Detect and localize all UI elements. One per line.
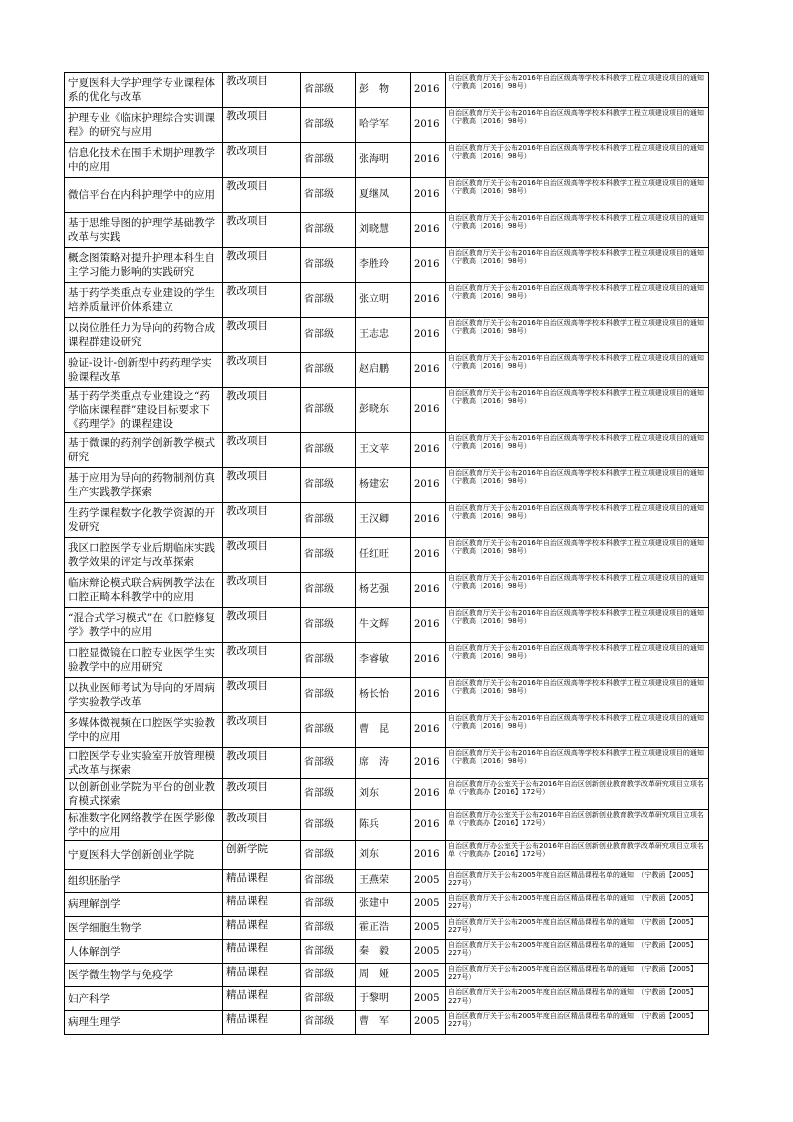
approval-document-cell: 自治区教育厅关于公布2016年自治区级高等学校本科教学工程立项建设项目的通知 （宁教高〔2016〕98号） — [446, 678, 709, 713]
project-type-cell: 教改项目 — [223, 108, 301, 143]
project-type-cell: 精品课程 — [223, 987, 301, 1011]
project-level-cell: 省部级 — [301, 283, 356, 318]
project-type-cell: 教改项目 — [223, 433, 301, 468]
project-leader-cell: 李睿敏 — [356, 643, 411, 678]
project-name-cell: 宁夏医科大学创新创业学院 — [65, 841, 223, 870]
table-row — [65, 573, 709, 608]
project-table — [64, 72, 709, 1035]
table-row — [65, 433, 709, 468]
project-level-cell: 省部级 — [301, 987, 356, 1011]
project-level-cell: 省部级 — [301, 916, 356, 940]
approval-document-cell: 自治区教育厅关于公布2005年度自治区精品课程名单的通知 （宁教函【2005】227号） — [446, 869, 709, 893]
project-level-cell: 省部级 — [301, 538, 356, 573]
project-year-cell: 2016 — [411, 748, 446, 779]
project-name-cell: 组织胚胎学 — [65, 869, 223, 893]
approval-document-cell: 自治区教育厅关于公布2016年自治区级高等学校本科教学工程立项建设项目的通知 （宁教高〔2016〕98号） — [446, 318, 709, 353]
approval-document-cell: 自治区教育厅关于公布2016年自治区级高等学校本科教学工程立项建设项目的通知 （宁教高〔2016〕98号） — [446, 353, 709, 388]
project-name-cell: 病理生理学 — [65, 1011, 223, 1035]
approval-document-cell: 自治区教育厅关于公布2016年自治区级高等学校本科教学工程立项建设项目的通知 （宁教高〔2016〕98号） — [446, 748, 709, 779]
project-name-cell: 标准数字化网络教学在医学影像学中的应用 — [65, 810, 223, 841]
project-name-cell: 信息化技术在围手术期护理教学中的应用 — [65, 143, 223, 178]
project-name-cell: 概念图策略对提升护理本科生自主学习能力影响的实践研究 — [65, 248, 223, 283]
approval-document-cell: 自治区教育厅关于公布2016年自治区级高等学校本科教学工程立项建设项目的通知 （宁教高〔2016〕98号） — [446, 503, 709, 538]
project-year-cell: 2016 — [411, 810, 446, 841]
table-row — [65, 468, 709, 503]
project-leader-cell: 李胜玲 — [356, 248, 411, 283]
approval-document-cell: 自治区教育厅关于公布2005年度自治区精品课程名单的通知 （宁教函【2005】227号） — [446, 987, 709, 1011]
project-type-cell: 精品课程 — [223, 869, 301, 893]
project-year-cell: 2016 — [411, 468, 446, 503]
project-year-cell: 2016 — [411, 841, 446, 870]
project-name-cell: 病理解剖学 — [65, 893, 223, 917]
project-name-cell: 以岗位胜任力为导向的药物合成课程群建设研究 — [65, 318, 223, 353]
table-row — [65, 178, 709, 213]
project-level-cell: 省部级 — [301, 73, 356, 108]
project-level-cell: 省部级 — [301, 353, 356, 388]
project-leader-cell: 彭晓东 — [356, 388, 411, 433]
project-type-cell: 教改项目 — [223, 143, 301, 178]
table-row — [65, 841, 709, 870]
project-name-cell: 基于应用为导向的药物制剂仿真生产实践教学探索 — [65, 468, 223, 503]
project-type-cell: 教改项目 — [223, 573, 301, 608]
project-level-cell: 省部级 — [301, 433, 356, 468]
project-year-cell: 2016 — [411, 608, 446, 643]
project-type-cell: 教改项目 — [223, 713, 301, 748]
project-type-cell: 精品课程 — [223, 940, 301, 964]
project-name-cell: 宁夏医科大学护理学专业课程体系的优化与改革 — [65, 73, 223, 108]
project-type-cell: 教改项目 — [223, 388, 301, 433]
project-type-cell: 教改项目 — [223, 538, 301, 573]
approval-document-cell: 自治区教育厅办公室关于公布2016年自治区创新创业教育教学改革研究项目立项名单（宁教高办【2016】172号） — [446, 779, 709, 810]
project-leader-cell: 张海明 — [356, 143, 411, 178]
project-leader-cell: 曹 军 — [356, 1011, 411, 1035]
project-year-cell: 2005 — [411, 987, 446, 1011]
approval-document-cell: 自治区教育厅关于公布2016年自治区级高等学校本科教学工程立项建设项目的通知 （宁教高〔2016〕98号） — [446, 388, 709, 433]
project-name-cell: 以执业医师考试为导向的牙周病学实验教学改革 — [65, 678, 223, 713]
project-year-cell: 2016 — [411, 318, 446, 353]
project-year-cell: 2005 — [411, 963, 446, 987]
project-level-cell: 省部级 — [301, 143, 356, 178]
project-level-cell: 省部级 — [301, 841, 356, 870]
project-leader-cell: 席 涛 — [356, 748, 411, 779]
project-type-cell: 创新学院 — [223, 841, 301, 870]
project-year-cell: 2016 — [411, 678, 446, 713]
project-year-cell: 2016 — [411, 108, 446, 143]
project-year-cell: 2005 — [411, 916, 446, 940]
table-row — [65, 869, 709, 893]
project-type-cell: 教改项目 — [223, 353, 301, 388]
project-leader-cell: 刘晓慧 — [356, 213, 411, 248]
project-year-cell: 2016 — [411, 213, 446, 248]
approval-document-cell: 自治区教育厅关于公布2016年自治区级高等学校本科教学工程立项建设项目的通知 （宁教高〔2016〕98号） — [446, 213, 709, 248]
project-leader-cell: 秦 毅 — [356, 940, 411, 964]
project-name-cell: 以创新创业学院为平台的创业教育模式探索 — [65, 779, 223, 810]
project-leader-cell: 周 娅 — [356, 963, 411, 987]
project-year-cell: 2016 — [411, 503, 446, 538]
table-row — [65, 643, 709, 678]
table-row — [65, 748, 709, 779]
project-leader-cell: 于黎明 — [356, 987, 411, 1011]
project-name-cell: 护理专业《临床护理综合实训课程》的研究与应用 — [65, 108, 223, 143]
project-name-cell: 基于药学类重点专业建设的学生培养质量评价体系建立 — [65, 283, 223, 318]
project-type-cell: 教改项目 — [223, 608, 301, 643]
table-row — [65, 143, 709, 178]
project-level-cell: 省部级 — [301, 963, 356, 987]
table-row — [65, 893, 709, 917]
project-year-cell: 2016 — [411, 143, 446, 178]
project-name-cell: 妇产科学 — [65, 987, 223, 1011]
approval-document-cell: 自治区教育厅关于公布2016年自治区级高等学校本科教学工程立项建设项目的通知 （宁教高〔2016〕98号） — [446, 573, 709, 608]
project-year-cell: 2016 — [411, 283, 446, 318]
project-year-cell: 2016 — [411, 643, 446, 678]
project-level-cell: 省部级 — [301, 318, 356, 353]
project-leader-cell: 赵启鹏 — [356, 353, 411, 388]
approval-document-cell: 自治区教育厅关于公布2016年自治区级高等学校本科教学工程立项建设项目的通知 （宁教高〔2016〕98号） — [446, 283, 709, 318]
project-year-cell: 2016 — [411, 713, 446, 748]
table-row — [65, 987, 709, 1011]
project-name-cell: “混合式学习模式”在《口腔修复学》教学中的应用 — [65, 608, 223, 643]
project-leader-cell: 张立明 — [356, 283, 411, 318]
project-level-cell: 省部级 — [301, 748, 356, 779]
project-leader-cell: 杨长怡 — [356, 678, 411, 713]
project-level-cell: 省部级 — [301, 573, 356, 608]
project-level-cell: 省部级 — [301, 608, 356, 643]
project-year-cell: 2005 — [411, 869, 446, 893]
project-year-cell: 2005 — [411, 893, 446, 917]
project-year-cell: 2016 — [411, 779, 446, 810]
project-year-cell: 2016 — [411, 433, 446, 468]
project-type-cell: 精品课程 — [223, 916, 301, 940]
project-name-cell: 生药学课程数字化教学资源的开发研究 — [65, 503, 223, 538]
approval-document-cell: 自治区教育厅关于公布2016年自治区级高等学校本科教学工程立项建设项目的通知 （宁教高〔2016〕98号） — [446, 143, 709, 178]
project-leader-cell: 霍正浩 — [356, 916, 411, 940]
table-row — [65, 108, 709, 143]
table-row — [65, 940, 709, 964]
project-leader-cell: 张建中 — [356, 893, 411, 917]
project-level-cell: 省部级 — [301, 893, 356, 917]
table-row — [65, 388, 709, 433]
project-leader-cell: 王燕荣 — [356, 869, 411, 893]
project-name-cell: 临床辩论模式联合病例教学法在口腔正畸本科教学中的应用 — [65, 573, 223, 608]
approval-document-cell: 自治区教育厅关于公布2005年度自治区精品课程名单的通知 （宁教函【2005】227号） — [446, 916, 709, 940]
project-type-cell: 精品课程 — [223, 1011, 301, 1035]
project-year-cell: 2016 — [411, 73, 446, 108]
project-leader-cell: 王汉卿 — [356, 503, 411, 538]
approval-document-cell: 自治区教育厅关于公布2005年度自治区精品课程名单的通知 （宁教函【2005】227号） — [446, 940, 709, 964]
approval-document-cell: 自治区教育厅办公室关于公布2016年自治区创新创业教育教学改革研究项目立项名单（宁教高办【2016】172号） — [446, 810, 709, 841]
table-row — [65, 810, 709, 841]
project-type-cell: 教改项目 — [223, 678, 301, 713]
table-row — [65, 713, 709, 748]
project-leader-cell: 王文苹 — [356, 433, 411, 468]
project-name-cell: 微信平台在内科护理学中的应用 — [65, 178, 223, 213]
project-level-cell: 省部级 — [301, 213, 356, 248]
project-type-cell: 教改项目 — [223, 283, 301, 318]
project-level-cell: 省部级 — [301, 869, 356, 893]
table-body — [65, 73, 709, 1035]
project-name-cell: 医学细胞生物学 — [65, 916, 223, 940]
project-level-cell: 省部级 — [301, 108, 356, 143]
approval-document-cell: 自治区教育厅办公室关于公布2016年自治区创新创业教育教学改革研究项目立项名单（宁教高办【2016】172号） — [446, 841, 709, 870]
project-type-cell: 教改项目 — [223, 643, 301, 678]
project-leader-cell: 彭 物 — [356, 73, 411, 108]
project-name-cell: 基于药学类重点专业建设之“药学临床课程群”建设目标要求下《药理学》的课程建设 — [65, 388, 223, 433]
project-leader-cell: 杨建宏 — [356, 468, 411, 503]
project-year-cell: 2016 — [411, 353, 446, 388]
approval-document-cell: 自治区教育厅关于公布2016年自治区级高等学校本科教学工程立项建设项目的通知 （宁教高〔2016〕98号） — [446, 108, 709, 143]
project-leader-cell: 夏继凤 — [356, 178, 411, 213]
project-level-cell: 省部级 — [301, 468, 356, 503]
project-name-cell: 验证-设计-创新型中药药理学实验课程改革 — [65, 353, 223, 388]
project-year-cell: 2016 — [411, 388, 446, 433]
approval-document-cell: 自治区教育厅关于公布2005年度自治区精品课程名单的通知 （宁教函【2005】227号） — [446, 1011, 709, 1035]
project-type-cell: 教改项目 — [223, 213, 301, 248]
table-row — [65, 213, 709, 248]
project-type-cell: 教改项目 — [223, 73, 301, 108]
table-row — [65, 963, 709, 987]
project-level-cell: 省部级 — [301, 388, 356, 433]
project-type-cell: 教改项目 — [223, 178, 301, 213]
project-leader-cell: 哈学军 — [356, 108, 411, 143]
project-name-cell: 人体解剖学 — [65, 940, 223, 964]
project-level-cell: 省部级 — [301, 940, 356, 964]
project-level-cell: 省部级 — [301, 779, 356, 810]
project-name-cell: 基于微课的药剂学创新教学模式研究 — [65, 433, 223, 468]
approval-document-cell: 自治区教育厅关于公布2016年自治区级高等学校本科教学工程立项建设项目的通知 （宁教高〔2016〕98号） — [446, 468, 709, 503]
project-leader-cell: 刘东 — [356, 779, 411, 810]
table-row — [65, 538, 709, 573]
project-name-cell: 医学微生物学与免疫学 — [65, 963, 223, 987]
approval-document-cell: 自治区教育厅关于公布2016年自治区级高等学校本科教学工程立项建设项目的通知 （宁教高〔2016〕98号） — [446, 73, 709, 108]
project-name-cell: 口腔显微镜在口腔专业医学生实验教学中的应用研究 — [65, 643, 223, 678]
approval-document-cell: 自治区教育厅关于公布2016年自治区级高等学校本科教学工程立项建设项目的通知 （宁教高〔2016〕98号） — [446, 178, 709, 213]
table-row — [65, 283, 709, 318]
project-name-cell: 多媒体微视频在口腔医学实验教学中的应用 — [65, 713, 223, 748]
project-level-cell: 省部级 — [301, 810, 356, 841]
project-year-cell: 2005 — [411, 940, 446, 964]
project-type-cell: 教改项目 — [223, 810, 301, 841]
project-type-cell: 教改项目 — [223, 779, 301, 810]
project-type-cell: 教改项目 — [223, 318, 301, 353]
project-type-cell: 教改项目 — [223, 468, 301, 503]
table-row — [65, 678, 709, 713]
table-row — [65, 779, 709, 810]
table-row — [65, 608, 709, 643]
project-type-cell: 教改项目 — [223, 748, 301, 779]
approval-document-cell: 自治区教育厅关于公布2005年度自治区精品课程名单的通知 （宁教函【2005】227号） — [446, 893, 709, 917]
project-leader-cell: 王志忠 — [356, 318, 411, 353]
table-row — [65, 353, 709, 388]
project-level-cell: 省部级 — [301, 713, 356, 748]
approval-document-cell: 自治区教育厅关于公布2016年自治区级高等学校本科教学工程立项建设项目的通知 （宁教高〔2016〕98号） — [446, 713, 709, 748]
approval-document-cell: 自治区教育厅关于公布2016年自治区级高等学校本科教学工程立项建设项目的通知 （宁教高〔2016〕98号） — [446, 608, 709, 643]
table-row — [65, 503, 709, 538]
table-row — [65, 318, 709, 353]
table-row — [65, 73, 709, 108]
project-leader-cell: 曹 昆 — [356, 713, 411, 748]
project-name-cell: 口腔医学专业实验室开放管理模式改革与探索 — [65, 748, 223, 779]
project-type-cell: 教改项目 — [223, 248, 301, 283]
project-leader-cell: 陈兵 — [356, 810, 411, 841]
project-leader-cell: 杨艺强 — [356, 573, 411, 608]
project-level-cell: 省部级 — [301, 1011, 356, 1035]
project-year-cell: 2016 — [411, 538, 446, 573]
project-level-cell: 省部级 — [301, 178, 356, 213]
project-year-cell: 2016 — [411, 573, 446, 608]
project-type-cell: 教改项目 — [223, 503, 301, 538]
project-type-cell: 精品课程 — [223, 963, 301, 987]
project-year-cell: 2005 — [411, 1011, 446, 1035]
project-level-cell: 省部级 — [301, 678, 356, 713]
project-level-cell: 省部级 — [301, 643, 356, 678]
project-type-cell: 精品课程 — [223, 893, 301, 917]
table-row — [65, 1011, 709, 1035]
approval-document-cell: 自治区教育厅关于公布2016年自治区级高等学校本科教学工程立项建设项目的通知 （宁教高〔2016〕98号） — [446, 433, 709, 468]
project-name-cell: 我区口腔医学专业后期临床实践教学效果的评定与改革探索 — [65, 538, 223, 573]
approval-document-cell: 自治区教育厅关于公布2005年度自治区精品课程名单的通知 （宁教函【2005】227号） — [446, 963, 709, 987]
table-row — [65, 248, 709, 283]
project-year-cell: 2016 — [411, 178, 446, 213]
approval-document-cell: 自治区教育厅关于公布2016年自治区级高等学校本科教学工程立项建设项目的通知 （宁教高〔2016〕98号） — [446, 538, 709, 573]
project-year-cell: 2016 — [411, 248, 446, 283]
approval-document-cell: 自治区教育厅关于公布2016年自治区级高等学校本科教学工程立项建设项目的通知 （宁教高〔2016〕98号） — [446, 643, 709, 678]
table-row — [65, 916, 709, 940]
project-level-cell: 省部级 — [301, 248, 356, 283]
document-page — [64, 72, 708, 1035]
project-level-cell: 省部级 — [301, 503, 356, 538]
project-leader-cell: 牛文辉 — [356, 608, 411, 643]
project-name-cell: 基于思维导图的护理学基础教学改革与实践 — [65, 213, 223, 248]
approval-document-cell: 自治区教育厅关于公布2016年自治区级高等学校本科教学工程立项建设项目的通知 （宁教高〔2016〕98号） — [446, 248, 709, 283]
project-leader-cell: 任红旺 — [356, 538, 411, 573]
project-leader-cell: 刘东 — [356, 841, 411, 870]
